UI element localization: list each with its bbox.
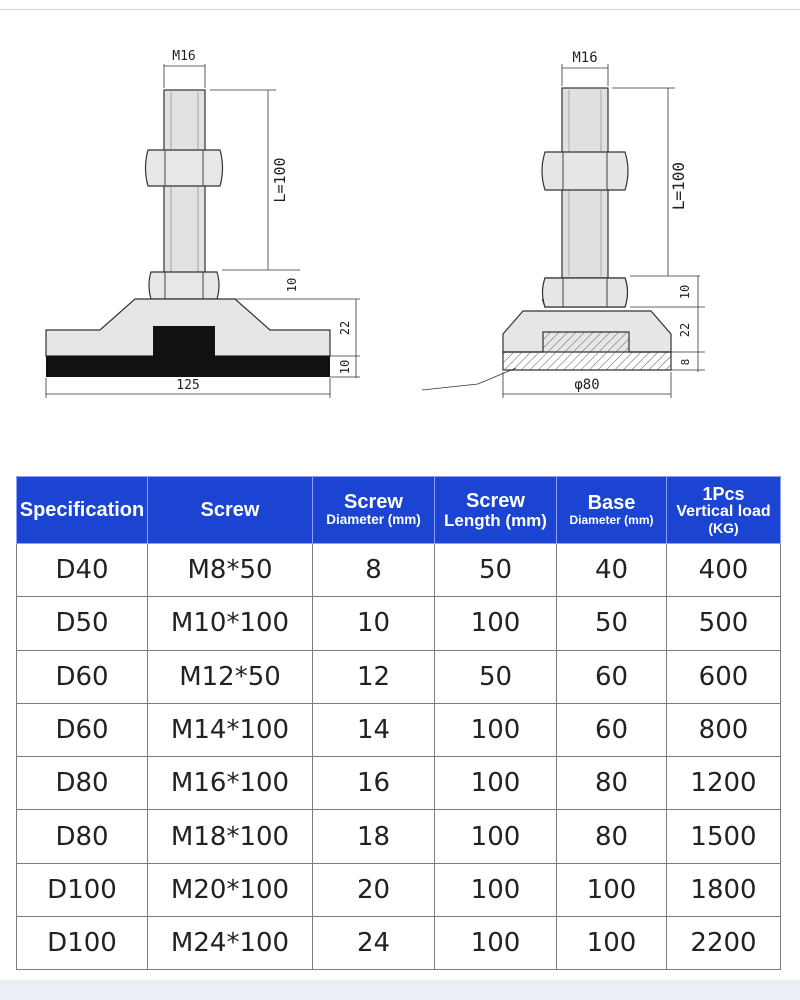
- cell-spec: D60: [17, 650, 148, 703]
- cell-diameter: 12: [313, 650, 435, 703]
- cell-screw: M20*100: [148, 863, 313, 916]
- right-length-label: L=100: [669, 161, 688, 211]
- cell-length: 50: [435, 650, 557, 703]
- left-base-height-label: 22: [338, 320, 352, 336]
- left-length-label: L=100: [271, 157, 289, 203]
- cell-load: 1200: [667, 757, 781, 810]
- table-row: [17, 863, 781, 916]
- cell-load: 600: [667, 650, 781, 703]
- cell-diameter: 20: [313, 863, 435, 916]
- technical-drawings: [0, 0, 800, 470]
- cell-base: 60: [557, 703, 667, 756]
- table-row: [17, 650, 781, 703]
- header-base-diameter: [557, 477, 667, 544]
- cell-diameter: 14: [313, 703, 435, 756]
- cell-screw: M10*100: [148, 597, 313, 650]
- header-screw-diameter: [313, 477, 435, 544]
- cell-base: 40: [557, 544, 667, 597]
- cell-load: 1800: [667, 863, 781, 916]
- cell-length: 100: [435, 863, 557, 916]
- table-row: [17, 757, 781, 810]
- left-thread-label: M16: [172, 49, 196, 64]
- cell-diameter: 16: [313, 757, 435, 810]
- header-screw-diameter-line1: Screw: [344, 491, 403, 514]
- right-upper-nut: [542, 152, 628, 190]
- cell-base: 60: [557, 650, 667, 703]
- cell-spec: D80: [17, 757, 148, 810]
- cell-screw: M16*100: [148, 757, 313, 810]
- cell-length: 100: [435, 597, 557, 650]
- cell-spec: D40: [17, 544, 148, 597]
- cell-length: 100: [435, 810, 557, 863]
- cell-length: 100: [435, 917, 557, 970]
- left-width-label: 125: [176, 378, 200, 393]
- table-header-row: [17, 477, 781, 544]
- right-leader-line: [422, 368, 516, 390]
- left-pad-height-label: 10: [338, 359, 352, 375]
- cell-length: 50: [435, 544, 557, 597]
- right-diameter-label: φ80: [574, 377, 600, 393]
- cell-base: 50: [557, 597, 667, 650]
- cell-spec: D60: [17, 703, 148, 756]
- cell-spec: D100: [17, 863, 148, 916]
- right-leveling-foot-drawing: [422, 50, 705, 398]
- cell-screw: M14*100: [148, 703, 313, 756]
- cell-load: 500: [667, 597, 781, 650]
- header-screw-diameter-line2: Diameter (mm): [326, 512, 421, 528]
- right-nut-height-label: 10: [678, 284, 692, 300]
- specification-table: [16, 476, 781, 970]
- cell-load: 800: [667, 703, 781, 756]
- cell-diameter: 24: [313, 917, 435, 970]
- cell-load: 1500: [667, 810, 781, 863]
- header-screw-length-line2: Length (mm): [444, 510, 547, 530]
- cell-spec: D100: [17, 917, 148, 970]
- header-load-line1: 1Pcs: [702, 483, 745, 504]
- cell-length: 100: [435, 757, 557, 810]
- table-row: [17, 597, 781, 650]
- cell-spec: D80: [17, 810, 148, 863]
- cell-screw: M8*50: [148, 544, 313, 597]
- right-thread-label: M16: [572, 50, 598, 66]
- cell-diameter: 8: [313, 544, 435, 597]
- left-rubber-pad: [46, 356, 330, 377]
- header-screw-length: [435, 477, 557, 544]
- header-base-diameter-line2: Diameter (mm): [569, 513, 654, 528]
- left-upper-nut: [146, 150, 223, 186]
- header-load-line2: Vertical load: [676, 502, 771, 520]
- header-load-line3: (KG): [708, 519, 739, 536]
- left-leveling-foot-drawing: [46, 49, 360, 398]
- right-base-height-label: 22: [678, 322, 692, 338]
- cell-spec: D50: [17, 597, 148, 650]
- header-screw-length-line1: Screw: [466, 489, 525, 512]
- cell-load: 400: [667, 544, 781, 597]
- cell-base: 100: [557, 917, 667, 970]
- table-row: [17, 544, 781, 597]
- header-specification: Specification: [17, 477, 148, 544]
- bottom-band: [0, 980, 800, 1000]
- table-row: [17, 810, 781, 863]
- header-screw: Screw: [148, 477, 313, 544]
- header-vertical-load: [667, 477, 781, 544]
- table-row: [17, 917, 781, 970]
- left-nut-height-label: 10: [285, 277, 299, 293]
- cell-diameter: 10: [313, 597, 435, 650]
- cell-screw: M18*100: [148, 810, 313, 863]
- right-pad-height-label: 8: [679, 358, 692, 366]
- cell-diameter: 18: [313, 810, 435, 863]
- cell-length: 100: [435, 703, 557, 756]
- left-base-core: [153, 326, 215, 356]
- cell-base: 100: [557, 863, 667, 916]
- left-lower-nut: [149, 272, 219, 299]
- cell-screw: M12*50: [148, 650, 313, 703]
- cell-screw: M24*100: [148, 917, 313, 970]
- cell-base: 80: [557, 757, 667, 810]
- cell-base: 80: [557, 810, 667, 863]
- header-base-diameter-line1: Base: [587, 492, 636, 515]
- table-row: [17, 703, 781, 756]
- cell-load: 2200: [667, 917, 781, 970]
